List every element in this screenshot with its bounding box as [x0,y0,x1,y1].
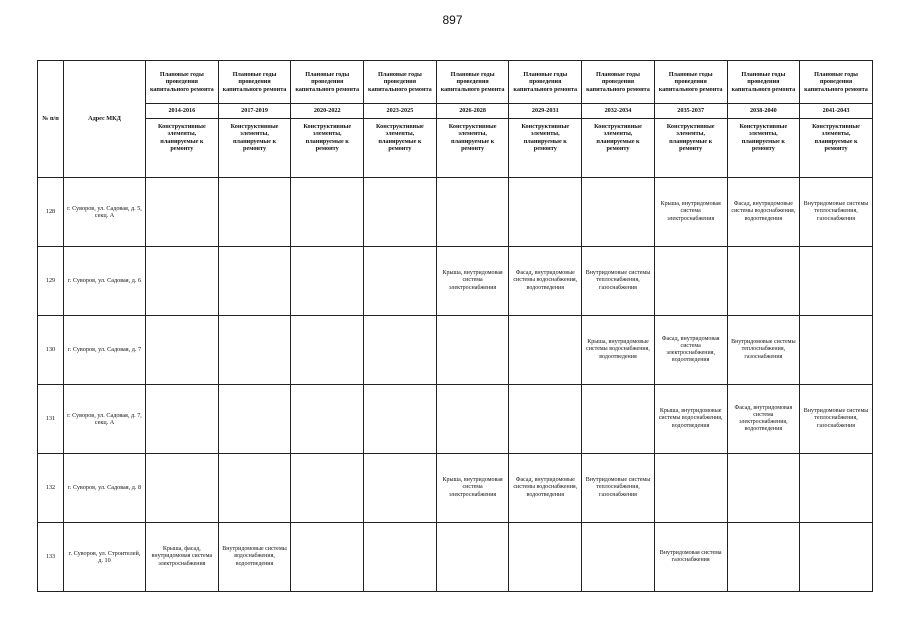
repair-elements-cell [218,178,291,247]
repair-elements-cell [146,178,219,247]
repair-elements-cell [800,247,873,316]
repair-elements-cell [436,523,509,592]
repair-elements-cell [364,247,437,316]
repair-elements-cell [509,523,582,592]
elements-title: Конструктивные элементы, планируемые к ремонту [509,119,582,178]
repair-elements-cell: Фасад, внутридомовые системы водоснабжения, водоотведения [509,454,582,523]
row-number: 128 [38,178,64,247]
elements-title: Конструктивные элементы, планируемые к ремонту [218,119,291,178]
repair-elements-cell: Внутридомовые системы теплоснабжения, газоснабжения [727,316,800,385]
repair-elements-cell: Крыша, внутридомовая система электроснабжения [436,454,509,523]
repair-elements-cell [727,247,800,316]
row-address: г. Суворов, ул. Садовая, д. 7 [64,316,146,385]
repair-elements-cell [364,523,437,592]
row-number: 130 [38,316,64,385]
repair-elements-cell [436,316,509,385]
period-years: 2017-2019 [218,104,291,119]
repair-elements-cell [654,247,727,316]
repair-elements-cell: Фасад, внутридомовая система электроснабжения, водоотведения [727,385,800,454]
period-years: 2026-2028 [436,104,509,119]
repair-elements-cell [291,178,364,247]
period-title: Плановые годы проведения капитального ремонта [800,61,873,104]
repair-elements-cell: Внутридомовые системы теплоснабжения, газоснабжения [800,178,873,247]
row-number: 131 [38,385,64,454]
elements-title: Конструктивные элементы, планируемые к ремонту [291,119,364,178]
period-years: 2029-2031 [509,104,582,119]
row-number: 133 [38,523,64,592]
table-row [38,385,873,454]
repair-elements-cell [146,316,219,385]
period-title: Плановые годы проведения капитального ремонта [582,61,655,104]
period-title: Плановые годы проведения капитального ремонта [509,61,582,104]
elements-title: Конструктивные элементы, планируемые к ремонту [146,119,219,178]
header-num: № п/п [38,61,64,178]
repair-elements-cell [364,316,437,385]
repair-elements-cell [291,523,364,592]
repair-elements-cell [800,523,873,592]
repair-elements-cell [364,385,437,454]
repair-elements-cell [364,454,437,523]
row-number: 132 [38,454,64,523]
repair-elements-cell [436,385,509,454]
period-years: 2041-2043 [800,104,873,119]
repair-elements-cell [218,247,291,316]
period-title: Плановые годы проведения капитального ремонта [364,61,437,104]
repair-elements-cell: Внутридомовые системы теплоснабжения, газоснабжения [582,454,655,523]
row-number: 129 [38,247,64,316]
repair-elements-cell [582,178,655,247]
period-years: 2032-2034 [582,104,655,119]
header-row-titles [38,61,873,104]
period-title: Плановые годы проведения капитального ремонта [218,61,291,104]
repair-elements-cell: Внутридомовые системы водоснабжения, водоотведения [218,523,291,592]
repair-elements-cell [146,454,219,523]
period-title: Плановые годы проведения капитального ремонта [436,61,509,104]
period-title: Плановые годы проведения капитального ремонта [654,61,727,104]
header-address: Адрес МКД [64,61,146,178]
elements-title: Конструктивные элементы, планируемые к ремонту [727,119,800,178]
repair-schedule-table [37,60,873,592]
repair-elements-cell [364,178,437,247]
row-address: г. Суворов, ул. Садовая, д. 8 [64,454,146,523]
repair-elements-cell [727,454,800,523]
table-row [38,178,873,247]
repair-elements-cell [291,385,364,454]
period-title: Плановые годы проведения капитального ремонта [146,61,219,104]
repair-elements-cell [509,385,582,454]
repair-elements-cell: Внутридомовые системы теплоснабжения, газоснабжения [800,385,873,454]
repair-elements-cell [218,385,291,454]
elements-title: Конструктивные элементы, планируемые к ремонту [800,119,873,178]
repair-elements-cell: Крыша, внутридомовая система электроснабжения [436,247,509,316]
table-body [38,178,873,592]
table-row [38,316,873,385]
repair-elements-cell [218,316,291,385]
repair-elements-cell [509,316,582,385]
repair-elements-cell [582,385,655,454]
repair-elements-cell [146,247,219,316]
period-years: 2038-2040 [727,104,800,119]
table-row [38,523,873,592]
repair-elements-cell [509,178,582,247]
repair-elements-cell: Фасад, внутридомовая система электроснабжения, водоотведения [654,316,727,385]
repair-elements-cell: Внутридомовая система газоснабжения [654,523,727,592]
row-address: г. Суворов, ул. Садовая, д. 5, секц. А [64,178,146,247]
repair-elements-cell [218,454,291,523]
row-address: г. Суворов, ул. Строителей, д. 10 [64,523,146,592]
elements-title: Конструктивные элементы, планируемые к ремонту [582,119,655,178]
repair-elements-cell [291,247,364,316]
period-title: Плановые годы проведения капитального ремонта [727,61,800,104]
repair-elements-cell [654,454,727,523]
header-row-elements [38,119,873,178]
repair-elements-cell: Фасад, внутридомовые системы водоснабжения, водоотведения [727,178,800,247]
repair-elements-cell: Фасад, внутридомовые системы водоснабжения, водоотведения [509,247,582,316]
period-years: 2035-2037 [654,104,727,119]
repair-elements-cell: Внутридомовые системы теплоснабжения, газоснабжения [582,247,655,316]
period-years: 2020-2022 [291,104,364,119]
repair-elements-cell [800,454,873,523]
repair-elements-cell [727,523,800,592]
repair-elements-cell: Крыша, внутридомовые системы водоснабжения, водоотведения [582,316,655,385]
period-years: 2014-2016 [146,104,219,119]
period-title: Плановые годы проведения капитального ремонта [291,61,364,104]
repair-elements-cell: Крыша, фасад, внутридомовая система электроснабжения [146,523,219,592]
repair-elements-cell [582,523,655,592]
table-row [38,247,873,316]
elements-title: Конструктивные элементы, планируемые к ремонту [364,119,437,178]
repair-elements-cell [291,454,364,523]
elements-title: Конструктивные элементы, планируемые к ремонту [436,119,509,178]
header-row-years [38,104,873,119]
page-number: 897 [442,13,463,27]
row-address: г. Суворов, ул. Садовая, д. 6 [64,247,146,316]
period-years: 2023-2025 [364,104,437,119]
repair-elements-cell [800,316,873,385]
repair-elements-cell [146,385,219,454]
repair-elements-cell [436,178,509,247]
repair-elements-cell: Крыша, внутридомовая система электроснабжения [654,178,727,247]
repair-elements-cell [291,316,364,385]
elements-title: Конструктивные элементы, планируемые к ремонту [654,119,727,178]
table-row [38,454,873,523]
row-address: г. Суворов, ул. Садовая, д. 7, секц. А [64,385,146,454]
repair-elements-cell: Крыша, внутридомовые системы водоснабжения, водоотведения [654,385,727,454]
